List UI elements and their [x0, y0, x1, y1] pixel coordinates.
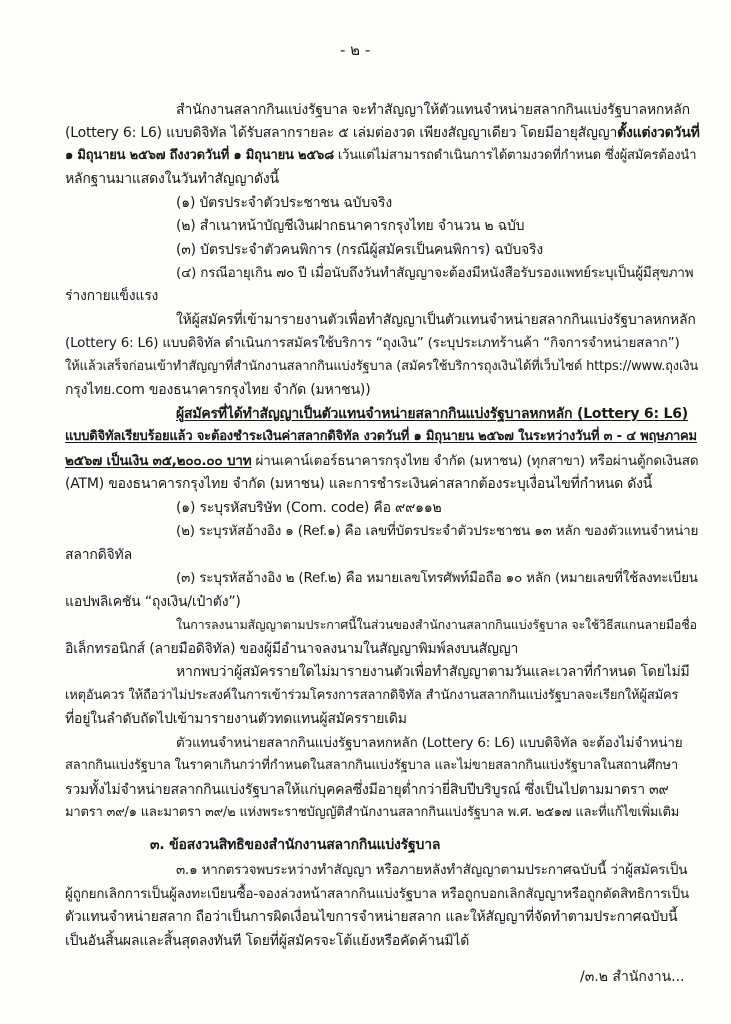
p3-line-3b: ผ่านเคาน์เตอร์ธนาคารกรุงไทย จำกัด (มหาชน) (ทุกสาขา) หรือผ่านตู้กดเงินสด — [251, 453, 699, 469]
pay-item-2: (๒) ระบุรหัสอ้างอิง ๑ (Ref.๑) คือ เลขที่บัตรประจำตัวประชาชน ๑๓ หลัก ของตัวแทนจำหน่าย — [176, 523, 699, 539]
section-3-line-4: เป็นอันสิ้นผลและสิ้นสุดลงทันที โดยที่ผู้สมัครจะโต้แย้งหรือคัดค้านมิได้ — [65, 933, 470, 949]
p6-line-3: รวมทั้งไม่จำหน่ายสลากกินแบ่งรัฐบาลให้แก่บุคคลซึ่งมีอายุต่ำกว่ายี่สิบปีบริบูรณ์ ซึ่งเป็นไปตามมาตรา ๓๙ — [65, 782, 669, 798]
p3-line-3a: ๒๕๖๗ เป็นเงิน ๓๕,๒๐๐.๐๐ บาท — [65, 453, 252, 469]
p1-line-2b: ตั้งแต่งวดวันที่ — [617, 125, 700, 141]
section-3-heading: ๓. ข้อสงวนสิทธิของสำนักงานสลากกินแบ่งรัฐบาล — [150, 837, 441, 853]
p6-line-1: ตัวแทนจำหน่ายสลากกินแบ่งรัฐบาลหกหลัก (Lottery 6: L6) แบบดิจิทัล จะต้องไม่จำหน่าย — [176, 735, 683, 751]
p2-line-1: ให้ผู้สมัครที่เข้ามารายงานตัวเพื่อทำสัญญาเป็นตัวแทนจำหน่ายสลากกินแบ่งรัฐบาลหกหลัก — [176, 312, 696, 328]
pay-item-3: (๓) ระบุรหัสอ้างอิง ๒ (Ref.๒) คือ หมายเลขโทรศัพท์มือถือ ๑๐ หลัก (หมายเลขที่ใช้ลงทะเบียน — [176, 570, 698, 586]
p2-line-3: ให้แล้วเสร็จก่อนเข้าทำสัญญาที่สำนักงานสลากกินแบ่งรัฐบาล (สมัครใช้บริการถุงเงินได้ที่เว็บไซต์ https://www.ถุงเงิน — [65, 359, 699, 374]
p1-line-2a: (Lottery 6: L6) แบบดิจิทัล ได้รับสลากรายละ ๕ เล่มต่องวด เพียงสัญญาเดียว โดยมีอายุสัญญา — [65, 125, 618, 141]
section-3-line-1: ๓.๑ หากตรวจพบระหว่างทำสัญญา หรือภายหลังทำสัญญาตามประกาศฉบับนี้ ว่าผู้สมัครเป็น — [176, 862, 688, 878]
p3-line-2: แบบดิจิทัลเรียบร้อยแล้ว จะต้องชำระเงินค่าสลากดิจิทัล งวดวันที่ ๑ มิถุนายน ๒๕๖๗ ในระหว่างวันที่ ๓ - ๔ พฤษภาคม — [65, 429, 697, 444]
p1-line-3b: เว้นแต่ไม่สามารถดำเนินการได้ตามงวดที่กำหนด ซึ่งผู้สมัครต้องนำ — [333, 148, 697, 163]
p1-line-2 — [65, 124, 700, 142]
pay-item-3-cont: แอปพลิเคชัน “ถุงเงิน/เป๋าตัง”) — [65, 594, 241, 610]
p1-line-3a: ๑ มิถุนายน ๒๕๖๗ ถึงงวดวันที่ ๑ มิถุนายน ๒๕๖๘ — [65, 148, 334, 163]
p4-line-1: ในการลงนามสัญญาตามประกาศนี้ในส่วนของสำนักงานสลากกินแบ่งรัฐบาล จะใช้วิธีสแกนลายมือชื่อ — [176, 617, 697, 632]
doc-item-3: (๓) บัตรประจำตัวคนพิการ (กรณีผู้สมัครเป็นคนพิการ) ฉบับจริง — [176, 242, 544, 258]
doc-item-1: (๑) บัตรประจำตัวประชาชน ฉบับจริง — [176, 195, 392, 211]
pay-item-1: (๑) ระบุรหัสบริษัท (Com. code) คือ ๙๙๑๑๒ — [176, 500, 442, 516]
p5-line-2: เหตุอันควร ให้ถือว่าไม่ประสงค์ในการเข้าร่วมโครงการสลากดิจิทัล สำนักงานสลากกินแบ่งรัฐบาลจะเรียกให้ผู้สมัคร — [65, 688, 679, 703]
p6-line-2: สลากกินแบ่งรัฐบาล ในราคาเกินกว่าที่กำหนดในสลากกินแบ่งรัฐบาล และไม่ขายสลากกินแบ่งรัฐบาลในสถานศึกษา — [65, 758, 679, 773]
p5-line-3: ที่อยู่ในลำดับถัดไปเข้ามารายงานตัวทดแทนผู้สมัครรายเดิม — [65, 711, 407, 727]
p2-line-4: กรุงไทย.com ของธนาคารกรุงไทย จำกัด (มหาชน)) — [65, 382, 371, 398]
p6-line-4: มาตรา ๓๙/๑ และมาตรา ๓๙/๒ แห่งพระราชบัญญัติสำนักงานสลากกินแบ่งรัฐบาล พ.ศ. ๒๕๑๗ และที่แก้ไขเพิ่มเติม — [65, 805, 680, 820]
pay-item-2-cont: สลากดิจิทัล — [65, 547, 132, 563]
p1-line-1: สำนักงานสลากกินแบ่งรัฐบาล จะทำสัญญาให้ตัวแทนจำหน่ายสลากกินแบ่งรัฐบาลหกหลัก — [176, 102, 690, 118]
p3-line-3 — [65, 452, 698, 470]
p1-line-3 — [65, 147, 696, 165]
continuation-marker: /๓.๒ สำนักงาน... — [580, 969, 685, 985]
section-3-line-2: ผู้ถูกยกเลิกการเป็นผู้ลงทะเบียนซื้อ-จองล่วงหน้าสลากกินแบ่งรัฐบาล หรือถูกบอกเลิกสัญญาหรือถูกตัดสิทธิการเป็น — [65, 886, 689, 902]
p5-line-1: หากพบว่าผู้สมัครรายใดไม่มารายงานตัวเพื่อทำสัญญาตามวันและเวลาที่กำหนด โดยไม่มี — [176, 664, 690, 680]
page-number: - ๒ - — [340, 41, 371, 59]
p3-line-4: (ATM) ของธนาคารกรุงไทย จำกัด (มหาชน) และการชำระเงินค่าสลากต้องระบุเงื่อนไขที่กำหนด ดังนี้ — [65, 476, 653, 492]
doc-item-4: (๔) กรณีอายุเกิน ๗๐ ปี เมื่อนับถึงวันทำสัญญาจะต้องมีหนังสือรับรองแพทย์ระบุเป็นผู้มีสุขภาพ — [176, 265, 694, 281]
p4-line-2: อิเล็กทรอนิกส์ (ลายมือดิจิทัล) ของผู้มีอำนาจลงนามในสัญญาพิมพ์ลงบนสัญญา — [65, 641, 519, 657]
p3-line-1: ผู้สมัครที่ได้ทำสัญญาเป็นตัวแทนจำหน่ายสลากกินแบ่งรัฐบาลหกหลัก (Lottery 6: L6) — [176, 406, 689, 422]
p1-line-4: หลักฐานมาแสดงในวันทำสัญญาดังนี้ — [65, 171, 279, 187]
doc-item-4-cont: ร่างกายแข็งแรง — [65, 288, 159, 304]
section-3-line-3: ตัวแทนจำหน่ายสลาก ถือว่าเป็นการผิดเงื่อนไขการจำหน่ายสลาก และให้สัญญาที่จัดทำตามประกาศฉบับนี้ — [65, 909, 678, 925]
doc-item-2: (๒) สำเนาหน้าบัญชีเงินฝากธนาคารกรุงไทย จำนวน ๒ ฉบับ — [176, 218, 525, 234]
p2-line-2: (Lottery 6: L6) แบบดิจิทัล ดำเนินการสมัครใช้บริการ “ถุงเงิน” (ระบุประเภทร้านค้า “กิจการจำหน่ายสลาก”) — [65, 335, 680, 351]
